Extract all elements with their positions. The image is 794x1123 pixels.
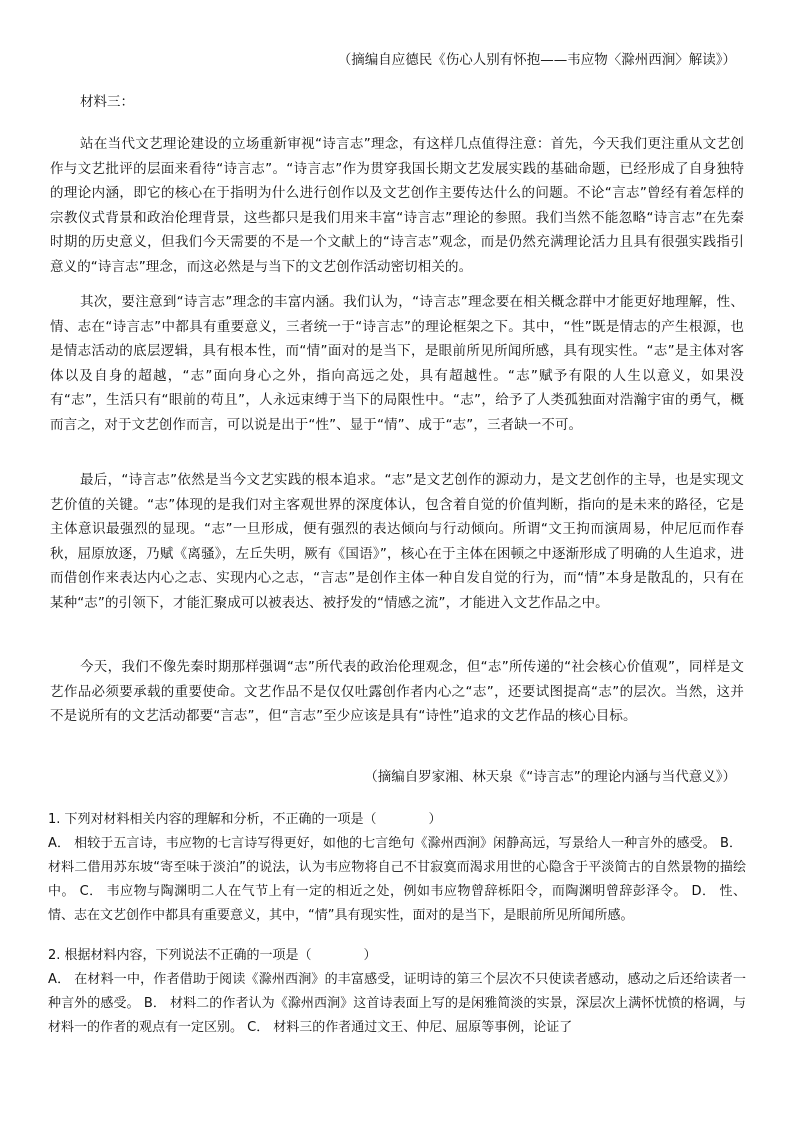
question-stem: 2. 根据材料内容，下列说法不正确的一项是（ ） (48, 948, 377, 963)
source-citation-material-3: （摘编自罗家湘、林天泉《“诗言志”的理论内涵与当代意义》） (364, 769, 736, 785)
material-3-paragraph-3: 最后，“诗言志”依然是当今文艺实践的根本追求。“志”是文艺创作的源动力，是文艺创作的主导，也是实现文艺价值的关键。“志”体现的是我们对主客观世界的深度体认，包含着自觉的价值判断，指向的是未来的路径，它是主体意识最强烈的显现。“志”一旦形成，便有强烈的表达倾向与行动倾向。所谓“文王拘而演周易，仲尼厄而作春秋，屈原放逐，乃赋《离骚》，左丘失明，厥有《国语》”，核心在于主体在困顿之中逐渐形成了明确的人生追求，进而借创作来表达内心之志、实现内心之志，“言志”是创作主体一种自发自觉的行为，而“情”本身是散乱的，只有在某种“志”的引领下，才能汇聚成可以被表达、被抒发的“情感之流”，才能进入文艺作品之中。 (50, 472, 744, 611)
option-c[interactable]: C． 韦应物与陶渊明二人在气节上有一定的相近之处，例如韦应物曾辞栎阳令，而陶渊明曾辞彭泽令。 (79, 884, 687, 899)
option-c[interactable]: C． 材料三的作者通过文王、仲尼、屈原等事例，论证了 (247, 1020, 573, 1035)
question-stem: 1. 下列对材料相关内容的理解和分析，不正确的一项是（ ） (48, 812, 442, 827)
material-3-paragraph-1: 站在当代文艺理论建设的立场重新审视“诗言志”理念，有这样几点值得注意：首先，今天我们更注重从文艺创作与文艺批评的层面来看待“诗言志”。“诗言志”作为贯穿我国长期文艺发展实践的基础命题，已经形成了自身独特的理论内涵，即它的核心在于指明为什么进行创作以及文艺创作主要传达什么的问题。不论“言志”曾经有着怎样的宗教仪式背景和政治伦理背景，这些都只是我们用来丰富“诗言志”理论的参照。我们当然不能忽略“诗言志”在先秦时期的历史意义，但我们今天需要的不是一个文献上的“诗言志”观念，而是仍然充满理论活力且具有很强实践指引意义的“诗言志”理念，而这必然是与当下的文艺创作活动密切相关的。 (50, 136, 744, 275)
question-2 (48, 944, 746, 1040)
option-a[interactable]: A． 相较于五言诗，韦应物的七言诗写得更好，如他的七言绝句《滁州西涧》闲静高远，写景给人一种言外的感受。 (48, 836, 716, 851)
option-b[interactable]: B．材料二借用苏东坡“寄至味于淡泊”的说法，认为韦应物将自己不甘寂寞而渴求用世的心隐含于平淡简古的自然景物的描绘中。 (48, 836, 746, 899)
source-citation-material-2: （摘编自应德民《伤心人别有怀抱——韦应物〈滁州西涧〉解读》） (337, 52, 736, 68)
option-a[interactable]: A． 在材料一中，作者借助于阅读《滁州西涧》的丰富感受，证明诗的第三个层次不只使读者感动，感动之后还给读者一种言外的感受。 (48, 972, 746, 1011)
option-b[interactable]: B． 材料二的作者认为《滁州西涧》这首诗表面上写的是闲雅简淡的实景，深层次上满怀忧愤的格调，与材料一的作者的观点有一定区别。 (48, 996, 746, 1035)
material-3-heading: 材料三： (80, 94, 134, 110)
option-d[interactable]: D． 性、情、志在文艺创作中都具有重要意义，其中，“情”具有现实性，面对的是当下，是眼前所见所闻所感。 (48, 884, 746, 923)
question-1 (48, 808, 746, 928)
material-3-paragraph-4: 今天，我们不像先秦时期那样强调“志”所代表的政治伦理观念，但“志”所传递的“社会核心价值观”，同样是文艺作品必须要承载的重要使命。文艺作品不是仅仅吐露创作者内心之“志”，还要试图提高“志”的层次。当然，这并不是说所有的文艺活动都要“言志”，但“言志”至少应该是具有“诗性”追求的文艺作品的核心目标。 (50, 659, 744, 724)
material-3-paragraph-2: 其次，要注意到“诗言志”理念的丰富内涵。我们认为，“诗言志”理念要在相关概念群中才能更好地理解，性、情、志在“诗言志”中都具有重要意义，三者统一于“诗言志”的理论框架之下。其中，“性”既是情志的产生根源，也是情志活动的底层逻辑，具有根本性，而“情”面对的是当下，是眼前所见所闻所感，具有现实性。“志”是主体对客体以及自身的超越，“志”面向身心之外，指向高远之处，具有超越性。“志”赋予有限的人生以意义，如果没有“志”，生活只有“眼前的苟且”，人永远束缚于当下的局限性中。“志”，给予了人类孤独面对浩瀚宇宙的勇气，概而言之，对于文艺创作而言，可以说是出于“性”、显于“情”、成于“志”，三者缺一不可。 (50, 294, 744, 433)
